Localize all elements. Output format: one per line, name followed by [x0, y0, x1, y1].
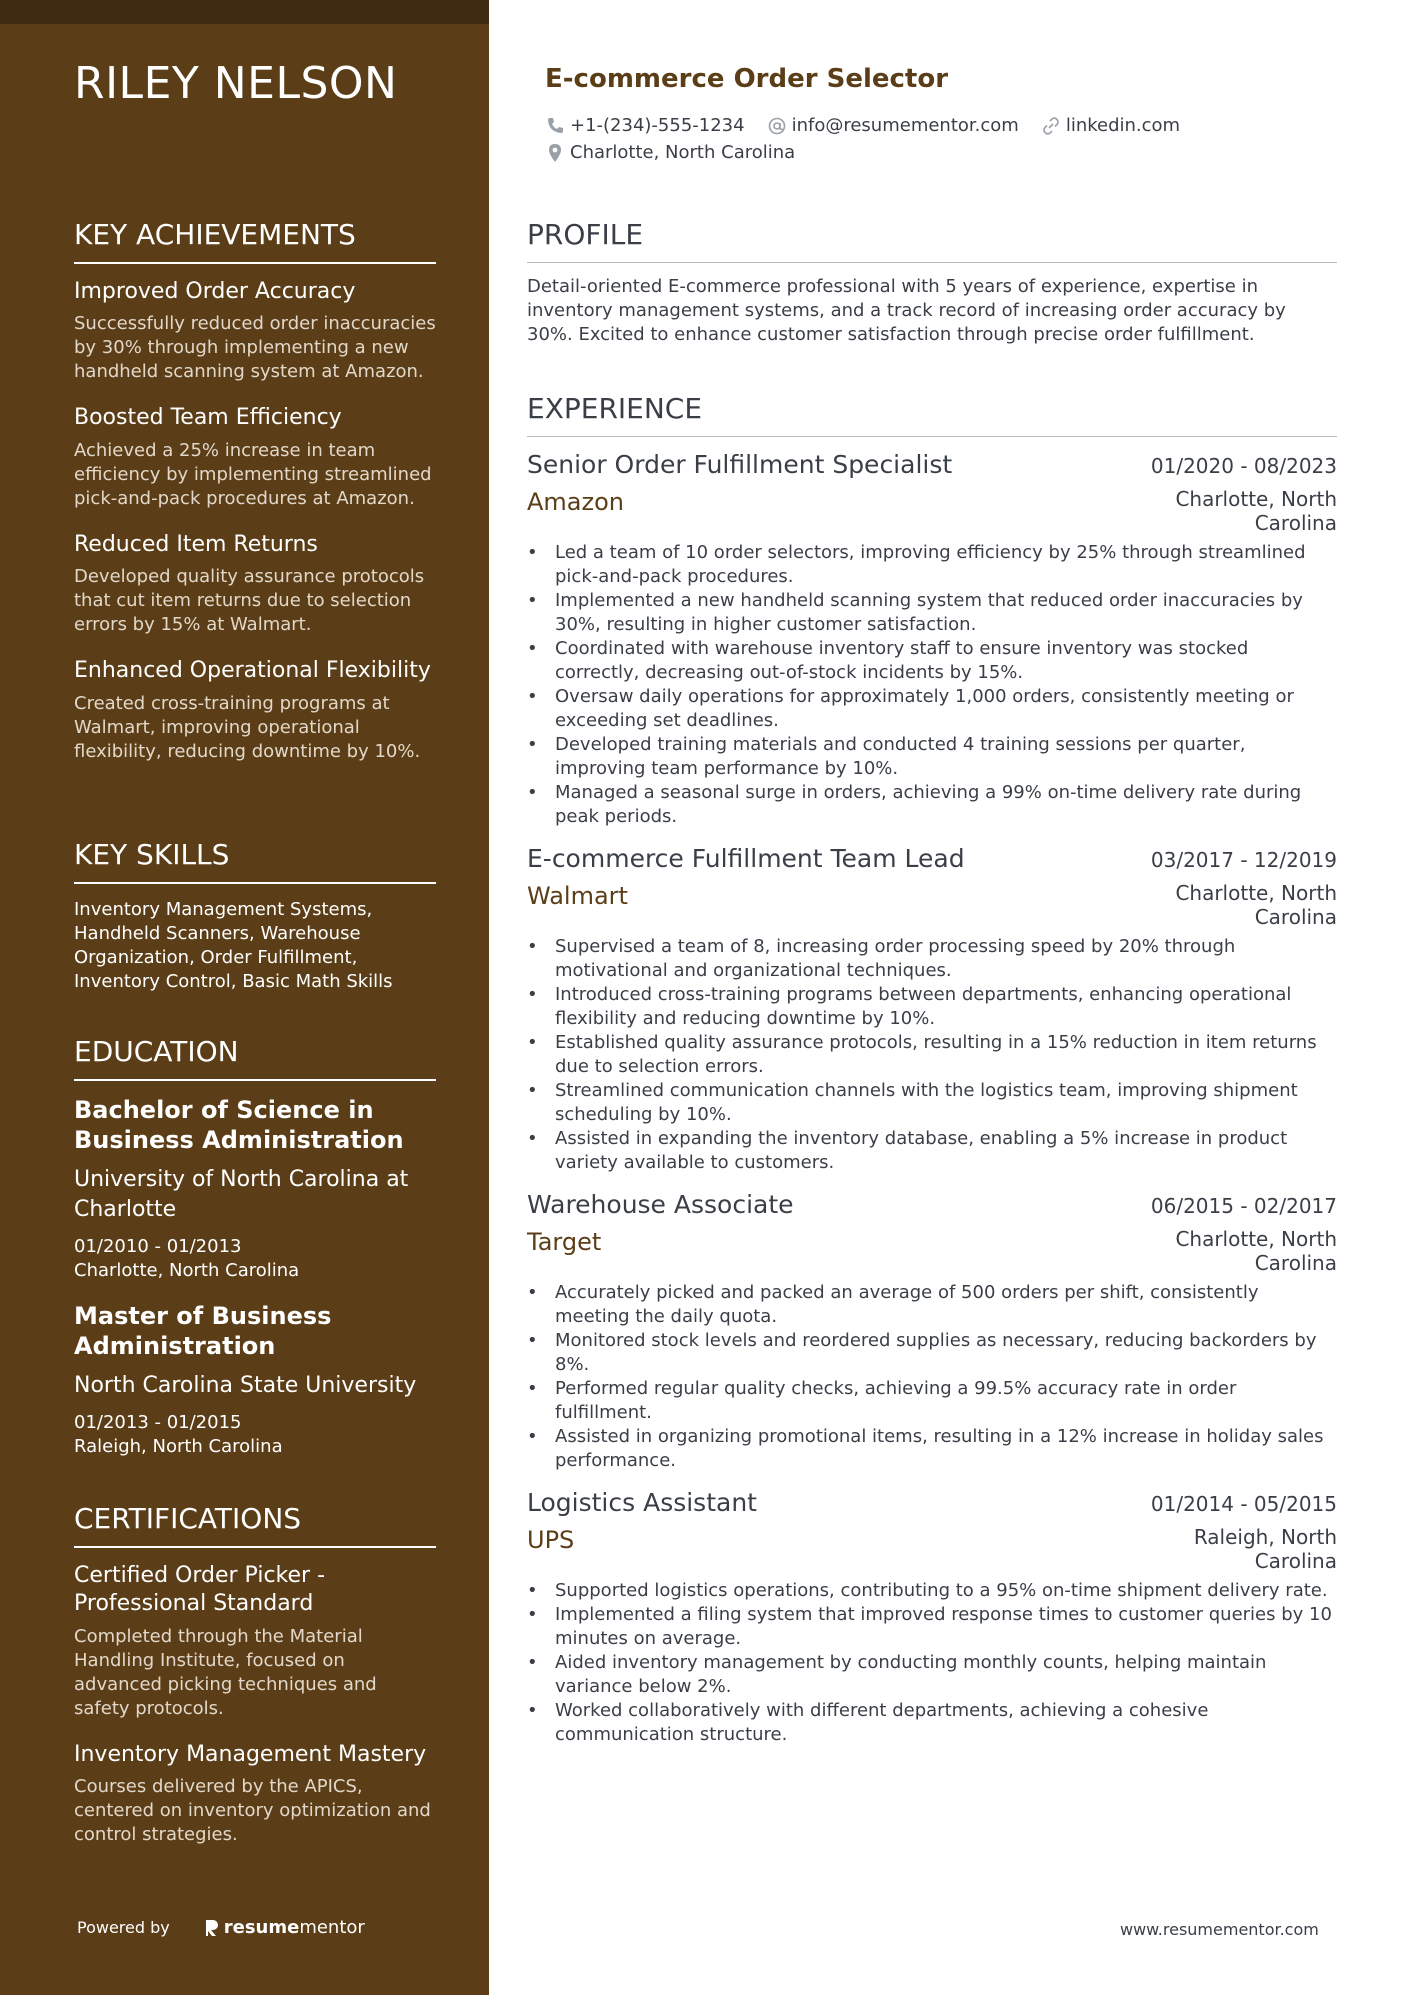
- certification-item: [74, 1562, 436, 1721]
- skills-heading: KEY SKILLS: [74, 838, 436, 884]
- location-pin-icon: [545, 143, 565, 163]
- profile-text: Detail-oriented E-commerce professional with 5 years of experience, expertise in inventory management systems, and a track record of increasing order accuracy by 30%. Excited to enhance customer satisfaction through precise order fulfillment.: [527, 275, 1286, 345]
- achievement-desc: Successfully reduced order inaccuracies by 30% through implementing a new handheld scanning system at Amazon.: [74, 313, 436, 383]
- candidate-name: RILEY NELSON: [74, 58, 398, 109]
- education-dates: 01/2013 - 01/2015: [74, 1411, 242, 1433]
- skills-list: Inventory Management Systems, Handheld Scanners, Warehouse Organization, Order Fulfillment, Inventory Control, Basic Math Skills: [74, 898, 393, 992]
- resumementor-logo-icon: [204, 1919, 218, 1937]
- at-icon: [767, 116, 787, 136]
- job-dates: 06/2015 - 02/2017: [1150, 1193, 1337, 1218]
- list-item: • Developed training materials and conducted 4 training sessions per quarter, improving team performance by 10%.: [555, 733, 1337, 781]
- job-entry: [527, 841, 1337, 1175]
- list-item: • Led a team of 10 order selectors, improving efficiency by 25% through streamlined pick-and-pack procedures.: [555, 541, 1337, 589]
- list-item: • Supervised a team of 8, increasing order processing speed by 20% through motivational and organizational techniques.: [555, 935, 1337, 983]
- experience-section: [527, 392, 1337, 1747]
- sidebar: [0, 0, 489, 1995]
- job-location: Charlotte, North Carolina: [1175, 1226, 1337, 1275]
- resumementor-logo[interactable]: [204, 1917, 365, 1938]
- list-item: • Oversaw daily operations for approximately 1,000 orders, consistently meeting or exceeding set deadlines.: [555, 685, 1337, 733]
- certifications-section: [74, 1502, 436, 1847]
- list-item: • Managed a seasonal surge in orders, achieving a 99% on-time delivery rate during peak periods.: [555, 781, 1337, 829]
- job-company: UPS: [527, 1525, 575, 1554]
- contact-location: Charlotte, North Carolina: [545, 142, 795, 163]
- contact-phone[interactable]: +1-(234)-555-1234: [545, 115, 745, 136]
- list-item: • Established quality assurance protocols, resulting in a 15% reduction in item returns due to selection errors.: [555, 1031, 1337, 1079]
- education-dates: 01/2010 - 01/2013: [74, 1235, 242, 1257]
- link-icon: [1041, 116, 1061, 136]
- education-location: Raleigh, North Carolina: [74, 1435, 283, 1457]
- certification-title: Certified Order Picker - Professional Standard: [74, 1562, 326, 1617]
- certification-desc: Completed through the Material Handling Institute, focused on advanced picking techniques and safety protocols.: [74, 1625, 377, 1719]
- job-title: E-commerce Order Selector: [545, 64, 949, 94]
- list-item: • Introduced cross-training programs between departments, enhancing operational flexibility and reducing downtime by 10%.: [555, 983, 1337, 1031]
- certification-desc: Courses delivered by the APICS, centered on inventory optimization and control strategies.: [74, 1776, 431, 1846]
- achievement-title: Enhanced Operational Flexibility: [74, 658, 431, 684]
- job-company: Amazon: [527, 487, 624, 516]
- profile-heading: PROFILE: [527, 218, 1337, 263]
- job-role: E-commerce Fulfillment Team Lead: [527, 843, 965, 873]
- achievement-item: [74, 657, 436, 764]
- achievement-title: Reduced Item Returns: [74, 531, 318, 557]
- job-role: Logistics Assistant: [527, 1487, 757, 1517]
- job-dates: 01/2020 - 08/2023: [1150, 453, 1337, 478]
- education-school: University of North Carolina at Charlotte: [74, 1166, 409, 1222]
- footer-website-link[interactable]: www.resumementor.com: [1120, 1920, 1319, 1939]
- job-location: Charlotte, North Carolina: [1175, 486, 1337, 535]
- education-degree: Bachelor of Science in Business Administration: [74, 1095, 404, 1154]
- list-item: • Worked collaboratively with different departments, achieving a cohesive communication structure.: [555, 1699, 1337, 1747]
- list-item: • Streamlined communication channels with the logistics team, improving shipment scheduling by 10%.: [555, 1079, 1337, 1127]
- job-bullets: [527, 1579, 1337, 1747]
- list-item: • Implemented a filing system that improved response times to customer queries by 10 minutes on average.: [555, 1603, 1337, 1651]
- certification-title: Inventory Management Mastery: [74, 1741, 427, 1767]
- education-location: Charlotte, North Carolina: [74, 1259, 300, 1281]
- sidebar-top-bar: [0, 0, 489, 24]
- list-item: • Supported logistics operations, contributing to a 95% on-time shipment delivery rate.: [555, 1579, 1337, 1603]
- achievement-desc: Developed quality assurance protocols that cut item returns due to selection errors by 15% at Walmart.: [74, 566, 425, 636]
- list-item: • Coordinated with warehouse inventory staff to ensure inventory was stocked correctly, decreasing out-of-stock incidents by 15%.: [555, 637, 1337, 685]
- list-item: • Implemented a new handheld scanning system that reduced order inaccuracies by 30%, resulting in higher customer satisfaction.: [555, 589, 1337, 637]
- achievement-title: Boosted Team Efficiency: [74, 405, 342, 431]
- contact-linkedin[interactable]: linkedin.com: [1041, 115, 1180, 136]
- achievement-item: [74, 404, 436, 511]
- list-item: • Accurately picked and packed an average of 500 orders per shift, consistently meeting the daily quota.: [555, 1281, 1337, 1329]
- education-item: [74, 1301, 436, 1459]
- education-degree: Master of Business Administration: [74, 1301, 332, 1360]
- job-entry: [527, 447, 1337, 829]
- job-role: Senior Order Fulfillment Specialist: [527, 449, 953, 479]
- job-location: Raleigh, North Carolina: [1193, 1524, 1337, 1573]
- experience-heading: EXPERIENCE: [527, 392, 1337, 437]
- certifications-heading: CERTIFICATIONS: [74, 1502, 436, 1548]
- job-dates: 03/2017 - 12/2019: [1150, 847, 1337, 872]
- profile-section: [527, 218, 1337, 347]
- job-bullets: [527, 1281, 1337, 1473]
- contact-info: [545, 112, 1202, 166]
- education-school: North Carolina State University: [74, 1372, 417, 1398]
- job-role: Warehouse Associate: [527, 1189, 794, 1219]
- job-entry: [527, 1187, 1337, 1473]
- brand-light: mentor: [299, 1917, 365, 1938]
- achievement-item: [74, 278, 436, 385]
- education-item: [74, 1095, 436, 1283]
- achievement-title: Improved Order Accuracy: [74, 278, 356, 304]
- powered-by: [77, 1917, 365, 1938]
- achievement-desc: Created cross-training programs at Walmart, improving operational flexibility, reducing downtime by 10%.: [74, 692, 421, 762]
- powered-by-label: Powered by: [77, 1918, 170, 1937]
- brand-bold: resume: [223, 1917, 300, 1938]
- achievement-item: [74, 531, 436, 638]
- list-item: • Assisted in expanding the inventory database, enabling a 5% increase in product variety available to customers.: [555, 1127, 1337, 1175]
- achievements-section: [74, 218, 436, 764]
- list-item: • Monitored stock levels and reordered supplies as necessary, reducing backorders by 8%.: [555, 1329, 1337, 1377]
- job-location: Charlotte, North Carolina: [1175, 880, 1337, 929]
- education-section: [74, 1035, 436, 1459]
- achievement-desc: Achieved a 25% increase in team efficiency by implementing streamlined pick-and-pack procedures at Amazon.: [74, 439, 432, 509]
- job-bullets: [527, 935, 1337, 1175]
- list-item: • Assisted in organizing promotional items, resulting in a 12% increase in holiday sales performance.: [555, 1425, 1337, 1473]
- job-bullets: [527, 541, 1337, 829]
- job-dates: 01/2014 - 05/2015: [1150, 1491, 1337, 1516]
- job-company: Target: [527, 1227, 602, 1256]
- phone-icon: [545, 116, 565, 136]
- achievements-heading: KEY ACHIEVEMENTS: [74, 218, 436, 264]
- list-item: • Performed regular quality checks, achieving a 99.5% accuracy rate in order fulfillment.: [555, 1377, 1337, 1425]
- job-company: Walmart: [527, 881, 628, 910]
- education-heading: EDUCATION: [74, 1035, 436, 1081]
- list-item: • Aided inventory management by conducting monthly counts, helping maintain variance below 2%.: [555, 1651, 1337, 1699]
- contact-email[interactable]: info@resumementor.com: [767, 115, 1019, 136]
- certification-item: [74, 1741, 436, 1848]
- job-entry: [527, 1485, 1337, 1747]
- skills-section: [74, 838, 436, 994]
